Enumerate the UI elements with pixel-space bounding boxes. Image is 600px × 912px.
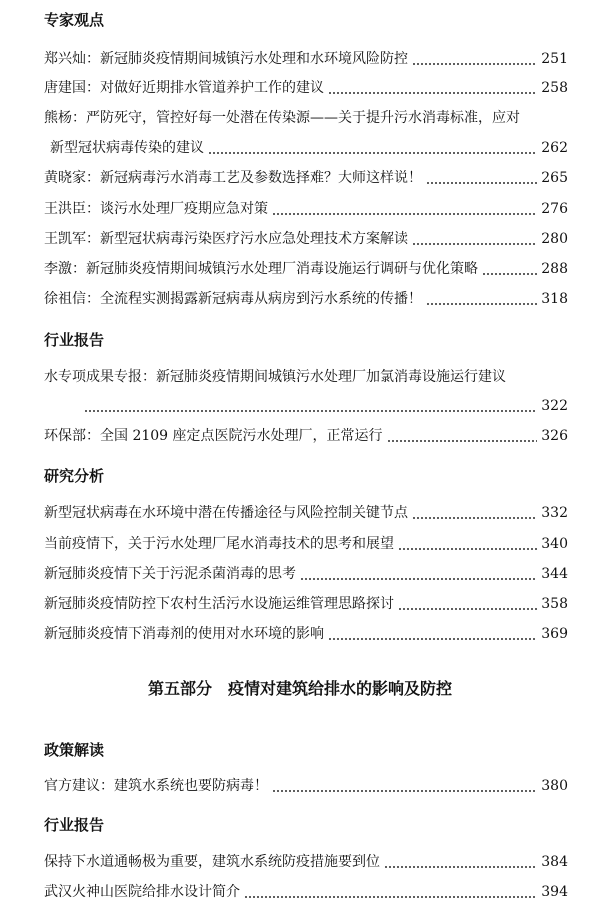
toc-entry[interactable] [44,199,568,219]
entry-page: 251 [541,51,568,67]
entry-page: 326 [541,428,568,444]
section-heading-industry-report-2: 行业报告 [44,816,105,834]
toc-entry[interactable] [44,168,568,188]
toc-entry[interactable] [44,534,568,554]
entry-page: 384 [541,854,568,870]
entry-page: 380 [541,778,568,794]
dot-leader [244,895,537,899]
entry-title: 王凯军：新型冠状病毒污染医疗污水应急处理技术方案解读 [44,231,408,247]
dot-leader [300,577,537,581]
entry-title: 环保部：全国 2109 座定点医院污水处理厂，正常运行 [44,428,383,444]
entry-title: 唐建国：对做好近期排水管道养护工作的建议 [44,80,324,96]
toc-entry[interactable] [44,426,568,446]
entry-title: 新型冠状病毒在水环境中潜在传播途径与风险控制关键节点 [44,505,408,521]
toc-entry[interactable] [44,624,568,644]
dot-leader [398,607,537,611]
dot-leader [482,272,537,276]
toc-entry[interactable] [44,49,568,69]
entry-title: 新冠肺炎疫情下关于污泥杀菌消毒的思考 [44,566,296,582]
dot-leader [426,181,537,185]
entry-title: 李激：新冠肺炎疫情期间城镇污水处理厂消毒设施运行调研与优化策略 [44,261,478,277]
section-heading-research-analysis: 研究分析 [44,467,105,485]
section-heading-expert-views: 专家观点 [44,11,105,29]
dot-leader [398,547,537,551]
entry-page: 258 [541,80,568,96]
entry-title: 王洪臣：谈污水处理厂疫期应急对策 [44,201,268,217]
toc-entry[interactable] [44,503,568,523]
entry-title: 郑兴灿：新冠肺炎疫情期间城镇污水处理和水环境风险防控 [44,51,408,67]
toc-entry[interactable] [50,138,568,158]
toc-entry[interactable] [44,776,568,796]
entry-page: 394 [541,884,568,900]
toc-entry[interactable] [44,564,568,584]
entry-title: 官方建议：建筑水系统也要防病毒！ [44,778,268,794]
section-heading-industry-report: 行业报告 [44,331,105,349]
dot-leader [272,212,537,216]
entry-page: 276 [541,201,568,217]
part-title: 第五部分 疫情对建筑给排水的影响及防控 [147,679,452,698]
dot-leader [426,302,537,306]
toc-entry[interactable] [44,78,568,98]
entry-page: 318 [541,291,568,307]
entry-page: 280 [541,231,568,247]
toc-entry[interactable] [80,396,568,416]
entry-page: 265 [541,170,568,186]
dot-leader [384,865,537,869]
entry-page: 369 [541,626,568,642]
entry-page: 358 [541,596,568,612]
entry-title: 新冠肺炎疫情下消毒剂的使用对水环境的影响 [44,626,324,642]
entry-page: 340 [541,536,568,552]
entry-page: 344 [541,566,568,582]
entry-page: 332 [541,505,568,521]
dot-leader [84,409,537,413]
entry-title: 武汉火神山医院给排水设计简介 [44,884,240,900]
dot-leader [412,516,537,520]
dot-leader [412,62,537,66]
dot-leader [328,637,537,641]
section-heading-policy-interpretation: 政策解读 [44,741,105,759]
toc-entry[interactable] [44,289,568,309]
entry-page: 322 [541,398,568,414]
toc-entry[interactable] [44,882,568,902]
entry-title: 当前疫情下，关于污水处理厂尾水消毒技术的思考和展望 [44,536,394,552]
entry-page: 288 [541,261,568,277]
entry-page: 262 [541,140,568,156]
toc-entry[interactable] [44,852,568,872]
entry-title: 保持下水道通畅极为重要，建筑水系统防疫措施要到位 [44,854,380,870]
toc-entry[interactable] [44,594,568,614]
toc-entry-line1[interactable]: 熊杨：严防死守，管控好每一处潜在传染源——关于提升污水消毒标准，应对 [44,110,520,126]
toc-entry[interactable] [44,229,568,249]
dot-leader [387,439,538,443]
entry-title: 新冠肺炎疫情防控下农村生活污水设施运维管理思路探讨 [44,596,394,612]
dot-leader [208,151,537,155]
toc-entry-line1[interactable]: 水专项成果专报：新冠肺炎疫情期间城镇污水处理厂加氯消毒设施运行建议 [44,369,506,385]
toc-entry[interactable] [44,259,568,279]
dot-leader [412,242,537,246]
dot-leader [328,91,537,95]
entry-title: 黄晓家：新冠病毒污水消毒工艺及参数选择难？大师这样说！ [44,170,422,186]
entry-title: 徐祖信：全流程实测揭露新冠病毒从病房到污水系统的传播！ [44,291,422,307]
dot-leader [272,789,537,793]
entry-title-continued: 新型冠状病毒传染的建议 [50,140,204,156]
